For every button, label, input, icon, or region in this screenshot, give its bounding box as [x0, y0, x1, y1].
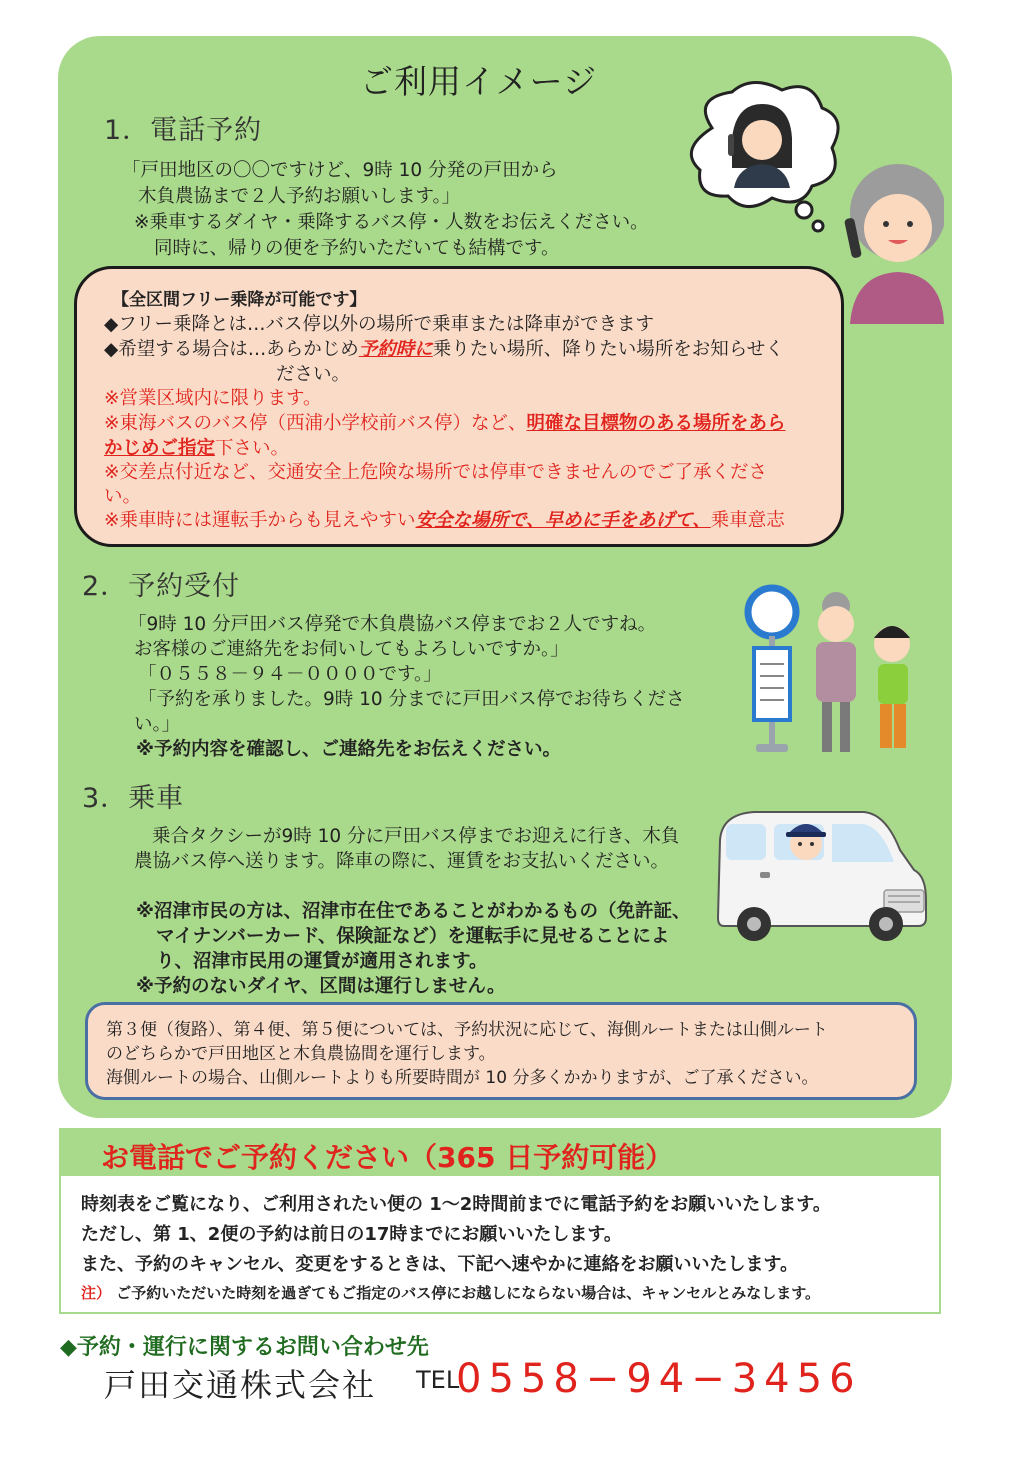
free-box-line: ※乗車時には運転手からも見えやすい安全な場所で、早めに手をあげて、乗車意志: [104, 510, 785, 531]
free-box-title: 【全区間フリー乗降が可能です】: [112, 290, 367, 310]
route-note-line: 第３便（復路）、第４便、第５便については、予約状況に応じて、海側ルートまたは山側ルート: [106, 1020, 828, 1040]
child-icon: [874, 626, 910, 748]
reservation-info-line: 時刻表をご覧になり、ご利用されたい便の 1～2時間前までに電話予約をお願いいたします。: [81, 1194, 831, 1215]
bus-stop-illustration: [742, 584, 918, 760]
section-1-line: ※乗車するダイヤ・乗降するバス停・人数をお伝えください。: [134, 212, 649, 233]
page-title: ご利用イメージ: [360, 62, 598, 101]
route-note-line: 海側ルートの場合、山側ルートよりも所要時間が 10 分多くかかりますが、ご了承ください。: [106, 1068, 819, 1088]
section-1-line: 木負農協まで２人予約お願いします。」: [138, 186, 461, 207]
elderly-woman-icon: [844, 164, 944, 324]
free-box-line: ださい。: [276, 364, 351, 385]
section-2-line: い。」: [134, 714, 181, 735]
company-name: 戸田交通株式会社: [104, 1366, 377, 1404]
reservation-info-line: また、予約のキャンセル、変更をするときは、下記へ速やかに連絡をお願いいたします。: [81, 1254, 799, 1275]
free-box-line: ※交差点付近など、交通安全上危険な場所では停車できませんのでご了承くださ: [104, 462, 768, 483]
cancellation-note: 注） ご予約いただいた時刻を過ぎてもご指定のバス停にお越しにならない場合は、キャンセルとみなします。: [81, 1284, 821, 1302]
section-3-heading: 3．乗車: [82, 783, 185, 814]
phone-number[interactable]: 0558−94−3456: [456, 1356, 862, 1402]
section-2-heading: 2．予約受付: [82, 571, 241, 602]
section-3-note: ※予約のないダイヤ、区間は運行しません。: [136, 976, 506, 997]
free-box-line: かじめご指定下さい。: [104, 438, 290, 459]
section-1-line: 「戸田地区の〇〇ですけど、9時 10 分発の戸田から: [122, 160, 558, 181]
section-2-line: 「予約を承りました。9時 10 分までに戸田バス停でお待ちくださ: [138, 689, 685, 710]
section-1-line: 同時に、帰りの便を予約いただいても結構です。: [154, 238, 560, 259]
section-3-note: ※沼津市民の方は、沼津市在住であることがわかるもの（免許証、: [136, 901, 691, 922]
free-box-line: い。: [104, 486, 142, 507]
bus-stop-sign-icon: [748, 588, 796, 752]
phone-reservation-box: [59, 1128, 941, 1314]
section-3-line: 農協バス停へ送ります。降車の際に、運賃をお支払いください。: [134, 851, 670, 872]
section-1-heading: 1．電話予約: [104, 115, 263, 146]
section-2-line: お客様のご連絡先をお伺いしてもよろしいですか。」: [134, 639, 569, 660]
taxi-van-illustration: [714, 800, 932, 948]
section-3-note: マイナンバーカード、保険証など）を運転手に見せることによ: [156, 926, 670, 947]
section-3-line: 乗合タクシーが9時 10 分に戸田バス停までお迎えに行き、木負: [152, 826, 680, 847]
section-3-note: り、沼津市民用の運賃が適用されます。: [156, 951, 488, 972]
elderly-woman-icon: [816, 592, 856, 752]
phone-reservation-title: お電話でご予約ください（365 日予約可能）: [101, 1141, 674, 1174]
route-note-line: のどちらかで戸田地区と木負農協間を運行します。: [106, 1044, 496, 1064]
free-box-line: ※東海バスのバス停（西浦小学校前バス停）など、明確な目標物のある場所をあら: [104, 413, 786, 434]
reservation-info-line: ただし、第 1、2便の予約は前日の17時までにお願いいたします。: [81, 1224, 622, 1245]
section-2-line: 「０５５８－９４－００００です。」: [138, 664, 442, 685]
free-box-line: ※営業区域内に限ります。: [104, 388, 322, 409]
contact-label: ◆予約・運行に関するお問い合わせ先: [60, 1335, 429, 1360]
free-box-line: ◆フリー乗降とは…バス停以外の場所で乗車または降車ができます: [104, 314, 654, 335]
tel-label: TEL: [416, 1366, 460, 1394]
section-2-line: 「9時 10 分戸田バス停発で木負農協バス停までお２人ですね。: [128, 614, 657, 635]
section-2-note: ※予約内容を確認し、ご連絡先をお伝えください。: [136, 739, 561, 760]
free-box-line: ◆希望する場合は…あらかじめ予約時に乗りたい場所、降りたい場所をお知らせく: [104, 339, 784, 360]
